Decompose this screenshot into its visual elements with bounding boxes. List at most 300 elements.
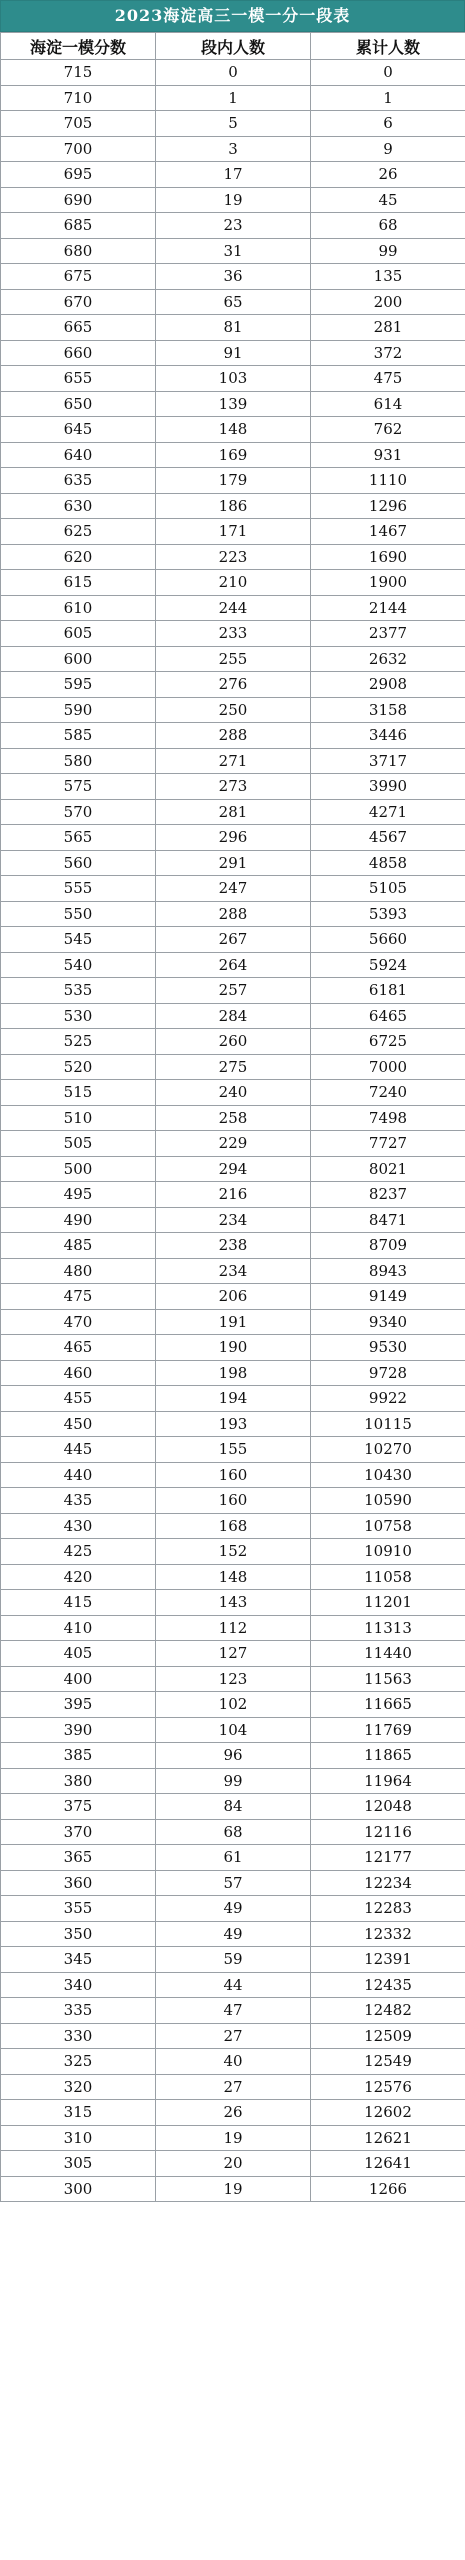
cell-cumulative-count: 12048 <box>311 1794 465 1820</box>
cell-cumulative-count: 9 <box>311 136 465 162</box>
cell-segment-count: 104 <box>156 1717 311 1743</box>
cell-score: 640 <box>1 442 156 468</box>
cell-score: 595 <box>1 672 156 698</box>
cell-cumulative-count: 12602 <box>311 2100 465 2126</box>
cell-segment-count: 5 <box>156 111 311 137</box>
table-row <box>1 2176 465 2202</box>
table-row <box>1 1845 465 1871</box>
table-row <box>1 519 465 545</box>
cell-segment-count: 206 <box>156 1284 311 1310</box>
table-row <box>1 799 465 825</box>
cell-score: 450 <box>1 1411 156 1437</box>
cell-cumulative-count: 5105 <box>311 876 465 902</box>
cell-score: 570 <box>1 799 156 825</box>
cell-score: 365 <box>1 1845 156 1871</box>
cell-score: 690 <box>1 187 156 213</box>
cell-score: 390 <box>1 1717 156 1743</box>
cell-cumulative-count: 1266 <box>311 2176 465 2202</box>
table-row <box>1 1768 465 1794</box>
table-row <box>1 1947 465 1973</box>
cell-score: 330 <box>1 2023 156 2049</box>
cell-score: 345 <box>1 1947 156 1973</box>
table-row <box>1 315 465 341</box>
cell-cumulative-count: 135 <box>311 264 465 290</box>
table-row <box>1 2100 465 2126</box>
table-row <box>1 1513 465 1539</box>
cell-segment-count: 229 <box>156 1131 311 1157</box>
cell-score: 485 <box>1 1233 156 1259</box>
cell-cumulative-count: 12509 <box>311 2023 465 2049</box>
cell-score: 425 <box>1 1539 156 1565</box>
table-row <box>1 1615 465 1641</box>
cell-segment-count: 291 <box>156 850 311 876</box>
cell-cumulative-count: 5660 <box>311 927 465 953</box>
cell-score: 670 <box>1 289 156 315</box>
cell-segment-count: 194 <box>156 1386 311 1412</box>
table-row <box>1 366 465 392</box>
cell-cumulative-count: 5924 <box>311 952 465 978</box>
cell-segment-count: 247 <box>156 876 311 902</box>
cell-score: 530 <box>1 1003 156 1029</box>
table-row <box>1 1003 465 1029</box>
table-row <box>1 1360 465 1386</box>
table-row <box>1 1309 465 1335</box>
cell-cumulative-count: 11964 <box>311 1768 465 1794</box>
cell-cumulative-count: 12482 <box>311 1998 465 2024</box>
cell-cumulative-count: 6 <box>311 111 465 137</box>
cell-score: 465 <box>1 1335 156 1361</box>
cell-score: 645 <box>1 417 156 443</box>
table-body <box>1 60 465 2202</box>
table-row <box>1 1335 465 1361</box>
table-row <box>1 213 465 239</box>
cell-segment-count: 96 <box>156 1743 311 1769</box>
cell-cumulative-count: 1900 <box>311 570 465 596</box>
cell-score: 545 <box>1 927 156 953</box>
cell-segment-count: 19 <box>156 2176 311 2202</box>
cell-segment-count: 169 <box>156 442 311 468</box>
cell-score: 700 <box>1 136 156 162</box>
table-row <box>1 1819 465 1845</box>
cell-score: 665 <box>1 315 156 341</box>
cell-cumulative-count: 9340 <box>311 1309 465 1335</box>
cell-cumulative-count: 12283 <box>311 1896 465 1922</box>
cell-segment-count: 17 <box>156 162 311 188</box>
cell-cumulative-count: 7000 <box>311 1054 465 1080</box>
cell-cumulative-count: 11201 <box>311 1590 465 1616</box>
cell-cumulative-count: 10115 <box>311 1411 465 1437</box>
cell-cumulative-count: 8471 <box>311 1207 465 1233</box>
cell-score: 430 <box>1 1513 156 1539</box>
cell-cumulative-count: 9149 <box>311 1284 465 1310</box>
cell-cumulative-count: 26 <box>311 162 465 188</box>
cell-cumulative-count: 3717 <box>311 748 465 774</box>
cell-score: 580 <box>1 748 156 774</box>
cell-segment-count: 27 <box>156 2023 311 2049</box>
cell-segment-count: 31 <box>156 238 311 264</box>
table-row <box>1 1156 465 1182</box>
cell-score: 605 <box>1 621 156 647</box>
cell-cumulative-count: 12116 <box>311 1819 465 1845</box>
cell-segment-count: 193 <box>156 1411 311 1437</box>
cell-score: 655 <box>1 366 156 392</box>
cell-segment-count: 127 <box>156 1641 311 1667</box>
cell-cumulative-count: 12641 <box>311 2151 465 2177</box>
cell-cumulative-count: 8021 <box>311 1156 465 1182</box>
cell-score: 305 <box>1 2151 156 2177</box>
cell-cumulative-count: 1 <box>311 85 465 111</box>
cell-cumulative-count: 11665 <box>311 1692 465 1718</box>
table-row <box>1 570 465 596</box>
cell-segment-count: 238 <box>156 1233 311 1259</box>
cell-score: 490 <box>1 1207 156 1233</box>
cell-score: 585 <box>1 723 156 749</box>
cell-score: 445 <box>1 1437 156 1463</box>
table-row <box>1 289 465 315</box>
cell-score: 460 <box>1 1360 156 1386</box>
table-row <box>1 850 465 876</box>
table-row <box>1 544 465 570</box>
cell-segment-count: 216 <box>156 1182 311 1208</box>
cell-cumulative-count: 7727 <box>311 1131 465 1157</box>
cell-score: 435 <box>1 1488 156 1514</box>
table-row <box>1 340 465 366</box>
cell-cumulative-count: 7240 <box>311 1080 465 1106</box>
cell-cumulative-count: 99 <box>311 238 465 264</box>
cell-cumulative-count: 12177 <box>311 1845 465 1871</box>
cell-cumulative-count: 762 <box>311 417 465 443</box>
cell-segment-count: 27 <box>156 2074 311 2100</box>
cell-score: 395 <box>1 1692 156 1718</box>
cell-cumulative-count: 2908 <box>311 672 465 698</box>
cell-segment-count: 47 <box>156 1998 311 2024</box>
cell-segment-count: 49 <box>156 1921 311 1947</box>
cell-score: 590 <box>1 697 156 723</box>
cell-score: 515 <box>1 1080 156 1106</box>
cell-segment-count: 260 <box>156 1029 311 1055</box>
cell-score: 385 <box>1 1743 156 1769</box>
table-row <box>1 1972 465 1998</box>
cell-score: 375 <box>1 1794 156 1820</box>
cell-segment-count: 240 <box>156 1080 311 1106</box>
cell-score: 480 <box>1 1258 156 1284</box>
cell-cumulative-count: 0 <box>311 60 465 86</box>
table-row <box>1 978 465 1004</box>
cell-score: 675 <box>1 264 156 290</box>
cell-segment-count: 160 <box>156 1462 311 1488</box>
table-row <box>1 2023 465 2049</box>
cell-cumulative-count: 931 <box>311 442 465 468</box>
cell-score: 315 <box>1 2100 156 2126</box>
cell-segment-count: 281 <box>156 799 311 825</box>
cell-segment-count: 288 <box>156 723 311 749</box>
table-row <box>1 1258 465 1284</box>
cell-segment-count: 103 <box>156 366 311 392</box>
table-title: 2023海淀高三一模一分一段表 <box>0 0 465 32</box>
cell-cumulative-count: 12576 <box>311 2074 465 2100</box>
cell-score: 335 <box>1 1998 156 2024</box>
table-row <box>1 1131 465 1157</box>
table-row <box>1 952 465 978</box>
cell-segment-count: 59 <box>156 1947 311 1973</box>
table-row <box>1 1794 465 1820</box>
table-row <box>1 1182 465 1208</box>
cell-cumulative-count: 9728 <box>311 1360 465 1386</box>
table-row <box>1 748 465 774</box>
cell-cumulative-count: 45 <box>311 187 465 213</box>
cell-score: 565 <box>1 825 156 851</box>
cell-cumulative-count: 11313 <box>311 1615 465 1641</box>
cell-segment-count: 223 <box>156 544 311 570</box>
cell-segment-count: 258 <box>156 1105 311 1131</box>
table-row <box>1 1105 465 1131</box>
cell-score: 535 <box>1 978 156 1004</box>
cell-cumulative-count: 12391 <box>311 1947 465 1973</box>
cell-score: 625 <box>1 519 156 545</box>
cell-score: 415 <box>1 1590 156 1616</box>
table-row <box>1 901 465 927</box>
cell-segment-count: 250 <box>156 697 311 723</box>
cell-segment-count: 19 <box>156 187 311 213</box>
table-row <box>1 2074 465 2100</box>
cell-score: 710 <box>1 85 156 111</box>
cell-segment-count: 296 <box>156 825 311 851</box>
cell-score: 405 <box>1 1641 156 1667</box>
cell-score: 680 <box>1 238 156 264</box>
cell-score: 525 <box>1 1029 156 1055</box>
cell-segment-count: 275 <box>156 1054 311 1080</box>
cell-score: 695 <box>1 162 156 188</box>
table-row <box>1 1692 465 1718</box>
cell-cumulative-count: 2632 <box>311 646 465 672</box>
cell-cumulative-count: 3446 <box>311 723 465 749</box>
table-row <box>1 1437 465 1463</box>
cell-score: 300 <box>1 2176 156 2202</box>
cell-score: 550 <box>1 901 156 927</box>
table-row <box>1 442 465 468</box>
cell-cumulative-count: 8237 <box>311 1182 465 1208</box>
cell-segment-count: 49 <box>156 1896 311 1922</box>
cell-cumulative-count: 475 <box>311 366 465 392</box>
cell-segment-count: 139 <box>156 391 311 417</box>
cell-segment-count: 148 <box>156 1564 311 1590</box>
cell-cumulative-count: 11865 <box>311 1743 465 1769</box>
cell-score: 635 <box>1 468 156 494</box>
cell-score: 410 <box>1 1615 156 1641</box>
cell-segment-count: 179 <box>156 468 311 494</box>
cell-cumulative-count: 2144 <box>311 595 465 621</box>
cell-cumulative-count: 614 <box>311 391 465 417</box>
table-row <box>1 1539 465 1565</box>
cell-score: 355 <box>1 1896 156 1922</box>
table-row <box>1 723 465 749</box>
cell-score: 500 <box>1 1156 156 1182</box>
cell-segment-count: 81 <box>156 315 311 341</box>
cell-score: 470 <box>1 1309 156 1335</box>
table-row <box>1 111 465 137</box>
cell-cumulative-count: 11563 <box>311 1666 465 1692</box>
cell-segment-count: 3 <box>156 136 311 162</box>
table-row <box>1 417 465 443</box>
table-row <box>1 1054 465 1080</box>
cell-score: 615 <box>1 570 156 596</box>
cell-segment-count: 267 <box>156 927 311 953</box>
cell-cumulative-count: 3990 <box>311 774 465 800</box>
cell-cumulative-count: 1690 <box>311 544 465 570</box>
cell-segment-count: 36 <box>156 264 311 290</box>
table-row <box>1 1870 465 1896</box>
cell-segment-count: 294 <box>156 1156 311 1182</box>
table-row <box>1 1896 465 1922</box>
cell-segment-count: 190 <box>156 1335 311 1361</box>
cell-segment-count: 68 <box>156 1819 311 1845</box>
cell-cumulative-count: 4567 <box>311 825 465 851</box>
cell-segment-count: 84 <box>156 1794 311 1820</box>
table-row <box>1 621 465 647</box>
table-row <box>1 1590 465 1616</box>
cell-segment-count: 233 <box>156 621 311 647</box>
table-row <box>1 162 465 188</box>
cell-score: 715 <box>1 60 156 86</box>
cell-segment-count: 284 <box>156 1003 311 1029</box>
cell-segment-count: 276 <box>156 672 311 698</box>
cell-cumulative-count: 10910 <box>311 1539 465 1565</box>
table-row <box>1 1641 465 1667</box>
cell-score: 510 <box>1 1105 156 1131</box>
table-row <box>1 1462 465 1488</box>
table-row <box>1 264 465 290</box>
table-row <box>1 697 465 723</box>
cell-score: 350 <box>1 1921 156 1947</box>
cell-segment-count: 102 <box>156 1692 311 1718</box>
cell-score: 340 <box>1 1972 156 1998</box>
cell-score: 310 <box>1 2125 156 2151</box>
table-row <box>1 468 465 494</box>
cell-score: 370 <box>1 1819 156 1845</box>
cell-segment-count: 0 <box>156 60 311 86</box>
cell-score: 325 <box>1 2049 156 2075</box>
cell-cumulative-count: 12332 <box>311 1921 465 1947</box>
table-row <box>1 1411 465 1437</box>
cell-cumulative-count: 8709 <box>311 1233 465 1259</box>
table-row <box>1 927 465 953</box>
cell-segment-count: 40 <box>156 2049 311 2075</box>
table-row <box>1 1080 465 1106</box>
cell-segment-count: 99 <box>156 1768 311 1794</box>
cell-score: 685 <box>1 213 156 239</box>
table-row <box>1 774 465 800</box>
cell-score: 475 <box>1 1284 156 1310</box>
table-row <box>1 391 465 417</box>
cell-segment-count: 257 <box>156 978 311 1004</box>
cell-score: 650 <box>1 391 156 417</box>
table-row <box>1 1284 465 1310</box>
cell-cumulative-count: 6465 <box>311 1003 465 1029</box>
table-row <box>1 1998 465 2024</box>
cell-segment-count: 61 <box>156 1845 311 1871</box>
cell-segment-count: 57 <box>156 1870 311 1896</box>
cell-cumulative-count: 11440 <box>311 1641 465 1667</box>
cell-score: 520 <box>1 1054 156 1080</box>
cell-cumulative-count: 8943 <box>311 1258 465 1284</box>
table-row <box>1 85 465 111</box>
cell-segment-count: 155 <box>156 1437 311 1463</box>
cell-cumulative-count: 10430 <box>311 1462 465 1488</box>
cell-cumulative-count: 2377 <box>311 621 465 647</box>
cell-segment-count: 112 <box>156 1615 311 1641</box>
cell-segment-count: 20 <box>156 2151 311 2177</box>
cell-segment-count: 123 <box>156 1666 311 1692</box>
cell-segment-count: 152 <box>156 1539 311 1565</box>
table-row <box>1 493 465 519</box>
table-row <box>1 1386 465 1412</box>
table-row <box>1 1743 465 1769</box>
cell-segment-count: 148 <box>156 417 311 443</box>
cell-cumulative-count: 12234 <box>311 1870 465 1896</box>
cell-segment-count: 271 <box>156 748 311 774</box>
cell-cumulative-count: 1467 <box>311 519 465 545</box>
cell-cumulative-count: 10758 <box>311 1513 465 1539</box>
cell-segment-count: 255 <box>156 646 311 672</box>
cell-segment-count: 191 <box>156 1309 311 1335</box>
cell-cumulative-count: 9530 <box>311 1335 465 1361</box>
cell-segment-count: 19 <box>156 2125 311 2151</box>
header-cumulative-count: 累计人数 <box>311 33 465 60</box>
cell-cumulative-count: 11058 <box>311 1564 465 1590</box>
cell-score: 555 <box>1 876 156 902</box>
cell-segment-count: 26 <box>156 2100 311 2126</box>
cell-segment-count: 198 <box>156 1360 311 1386</box>
table-row <box>1 1207 465 1233</box>
cell-segment-count: 234 <box>156 1207 311 1233</box>
header-row <box>1 33 465 60</box>
table-row <box>1 1564 465 1590</box>
table-row <box>1 595 465 621</box>
table-row <box>1 825 465 851</box>
score-table <box>0 32 465 2202</box>
table-row <box>1 1717 465 1743</box>
cell-segment-count: 1 <box>156 85 311 111</box>
table-row <box>1 1666 465 1692</box>
cell-score: 495 <box>1 1182 156 1208</box>
cell-score: 705 <box>1 111 156 137</box>
cell-cumulative-count: 10590 <box>311 1488 465 1514</box>
table-row <box>1 60 465 86</box>
cell-cumulative-count: 6181 <box>311 978 465 1004</box>
cell-cumulative-count: 4858 <box>311 850 465 876</box>
cell-segment-count: 244 <box>156 595 311 621</box>
cell-cumulative-count: 1296 <box>311 493 465 519</box>
table-row <box>1 876 465 902</box>
table-row <box>1 672 465 698</box>
header-segment-count: 段内人数 <box>156 33 311 60</box>
cell-segment-count: 171 <box>156 519 311 545</box>
cell-score: 400 <box>1 1666 156 1692</box>
cell-score: 455 <box>1 1386 156 1412</box>
cell-cumulative-count: 281 <box>311 315 465 341</box>
table-row <box>1 136 465 162</box>
cell-score: 320 <box>1 2074 156 2100</box>
table-row <box>1 1488 465 1514</box>
cell-score: 560 <box>1 850 156 876</box>
table-header <box>1 33 465 60</box>
table-row <box>1 646 465 672</box>
table-row <box>1 2049 465 2075</box>
table-row <box>1 2151 465 2177</box>
table-row <box>1 1921 465 1947</box>
cell-score: 610 <box>1 595 156 621</box>
cell-segment-count: 264 <box>156 952 311 978</box>
